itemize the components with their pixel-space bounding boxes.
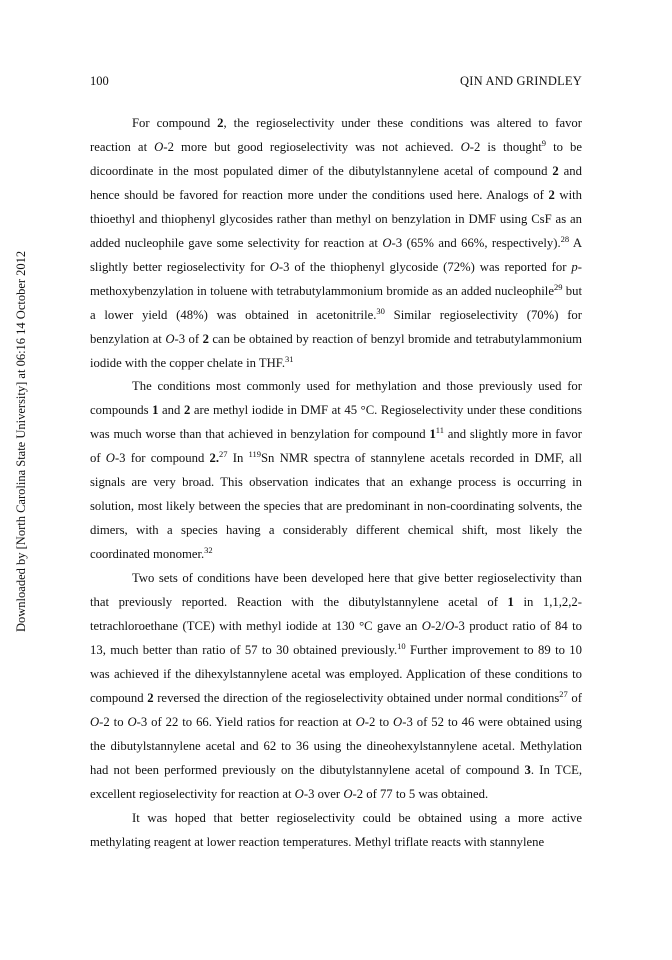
reference-superscript: 29	[553, 281, 563, 292]
paragraph	[90, 375, 582, 567]
text-run: -2 to	[364, 714, 394, 729]
text-run: to be dicoordinate in the most populated dimer of the dibutylstannylene acetal of compound	[90, 139, 582, 178]
paragraph	[90, 567, 582, 807]
text-run: -3 (65% and 66%, respectively).	[391, 235, 561, 250]
reference-superscript: 32	[204, 545, 213, 556]
compound-number: 1	[152, 403, 159, 418]
compound-number: 2	[202, 331, 209, 346]
italic-text: O	[382, 235, 392, 250]
text-run: and	[158, 403, 184, 418]
text-run: Further improvement to 89 to 10 was achieved if the dihexylstannylene acetal was employed. Application of these conditions to compound	[90, 642, 582, 705]
text-run: Similar regioselectivity (70%) for benzylation at	[90, 307, 582, 346]
text-run: . In TCE, excellent regioselectivity for reaction at	[90, 762, 583, 801]
reference-superscript: 30	[376, 305, 385, 316]
text-run: -3 of 52 to 46 were obtained using the dibutylstannylene acetal and 62 to 36 using the dineohexylstannylene acetal. Methylation had not been performed previously on the dibutylstannylene acetal of compound	[90, 714, 582, 777]
italic-text: p	[571, 259, 578, 274]
italic-text: O	[343, 786, 353, 801]
reference-superscript: 9	[541, 137, 546, 148]
body-text	[90, 112, 582, 855]
italic-text: O	[421, 619, 431, 634]
paragraph	[90, 807, 582, 855]
text-run: are methyl iodide in DMF at 45 °C. Regioselectivity under these conditions was much worse than that achieved in benzylation for compound	[90, 403, 582, 442]
text-run: reversed the direction of the regioselectivity obtained under normal conditions	[153, 690, 560, 705]
italic-text: O	[393, 714, 403, 729]
italic-text: O	[165, 331, 175, 346]
compound-number: 2	[147, 690, 154, 705]
text-run: -2/	[430, 619, 446, 634]
text-run: with thioethyl and thiophenyl glycosides rather than methyl on benzylation in DMF using CsF as an added nucleophile gave some selectivity for reaction at	[90, 187, 582, 250]
text-run: , the regioselectivity under these conditions was altered to favor reaction at	[90, 116, 582, 154]
text-run: -3 for compound	[114, 451, 210, 466]
italic-text: O	[90, 714, 100, 729]
italic-text: O	[269, 259, 279, 274]
reference-superscript: 27	[219, 449, 228, 460]
italic-text: O	[445, 619, 455, 634]
text-run: In	[227, 451, 249, 466]
text-run: but a lower yield (48%) was obtained in acetonitrile.	[90, 283, 583, 322]
text-run: -3 of	[174, 331, 203, 346]
text-run: -2 more but good regioselectivity was not achieved.	[163, 139, 461, 154]
italic-text: O	[294, 786, 304, 801]
reference-superscript: 11	[435, 425, 444, 436]
text-run: For compound	[132, 116, 218, 130]
italic-text: O	[355, 714, 365, 729]
compound-number: 2	[209, 451, 216, 466]
italic-text: O	[127, 714, 137, 729]
reference-superscript: 10	[397, 640, 406, 651]
compound-number: 2	[183, 403, 191, 418]
text-run: -2 is thought	[469, 139, 542, 154]
paragraph	[90, 112, 582, 375]
compound-number: 1	[429, 427, 436, 442]
text-run: -3 of the thiophenyl glycoside (72%) was reported for	[278, 259, 572, 274]
text-run: -3 over	[303, 786, 344, 801]
compound-number: 3	[524, 762, 531, 777]
page-number: 100	[90, 74, 109, 88]
text-run: of	[567, 690, 582, 705]
text-run: and slightly more in favor of	[90, 427, 582, 466]
compound-number: .	[215, 451, 220, 466]
compound-number: 2	[552, 163, 559, 178]
italic-text: O	[460, 139, 470, 154]
text-run: -2 to	[99, 714, 128, 729]
text-run: -2 of 77 to 5 was obtained.	[352, 786, 489, 801]
download-watermark: Downloaded by [North Carolina State University] at 06:16 14 October 2012	[14, 250, 28, 632]
reference-superscript: 31	[285, 353, 294, 364]
text-run: It was hoped that better regioselectivity could be obtained using a more active methylating reagent at lower reaction temperatures. Methyl triflate reacts with stannylene	[90, 810, 582, 849]
text-run: Two sets of conditions have been developed here that give better regioselectivity than that previously reported. Reaction with the dibutylstannylene acetal of	[90, 571, 582, 610]
reference-superscript: 28	[560, 233, 570, 244]
compound-number: 1	[507, 595, 514, 610]
compound-number: 2	[548, 187, 555, 202]
text-run: can be obtained by reaction of benzyl bromide and tetrabutylammonium iodide with the copper chelate in THF.	[90, 331, 582, 370]
text-run: in 1,1,2,2-tetrachloroethane (TCE) with methyl iodide at 130 °C gave an	[90, 595, 582, 634]
text-run: The conditions most commonly used for methylation and those previously used for compounds	[90, 379, 582, 418]
reference-superscript: 119	[248, 449, 261, 460]
text-run: -methoxybenzylation in toluene with tetrabutylammonium bromide as an added nucleophile	[90, 259, 582, 298]
running-head: QIN AND GRINDLEY	[460, 74, 582, 88]
compound-number: 2	[217, 116, 224, 130]
italic-text: O	[154, 139, 164, 154]
italic-text: O	[105, 451, 115, 466]
reference-superscript: 27	[559, 688, 568, 699]
text-run: Sn NMR spectra of stannylene acetals recorded in DMF, all signals are very broad. This observation indicates that an exhange process is occurring in solution, most likely between the species that are predominant in non-coordinating solvents, the dimers, with a species having a considerably different chemical shift, most likely the coordinated monomer.	[90, 451, 582, 562]
page-header	[90, 74, 582, 90]
text-run: and hence should be favored for reaction more under the conditions used here. Analogs of	[90, 163, 582, 202]
text-run: A slightly better regioselectivity for	[90, 235, 582, 274]
text-run: -3 of 22 to 66. Yield ratios for reaction at	[136, 714, 356, 729]
text-run: -3 product ratio of 84 to 13, much better than ratio of 57 to 30 obtained previously.	[90, 619, 583, 657]
